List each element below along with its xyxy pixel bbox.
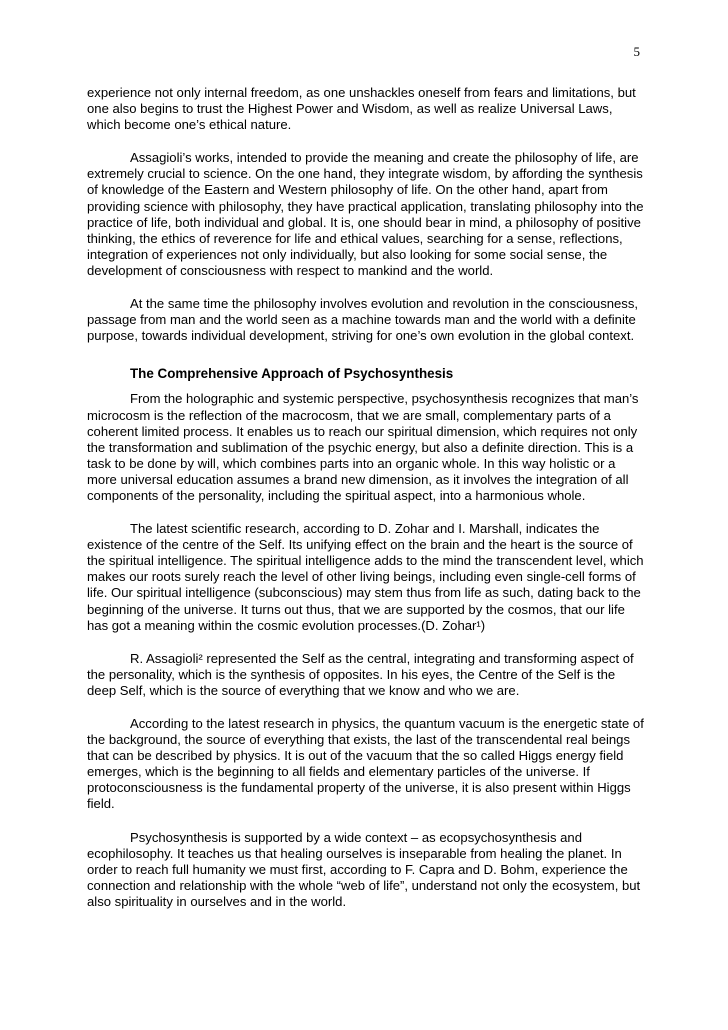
body-text	[87, 85, 647, 927]
paragraph: experience not only internal freedom, as one unshackles oneself from fears and limitations, but one also begins to trust the Highest Power and Wisdom, as well as realize Universal Laws, which become one’s ethical nature.	[87, 85, 636, 133]
section-heading: The Comprehensive Approach of Psychosynthesis	[130, 366, 454, 382]
paragraph: From the holographic and systemic perspective, psychosynthesis recognizes that man’s microcosm is the reflection of the macrocosm, that we are small, complementary parts of a coherent limited process. It enables us to reach our spiritual dimension, which requires not only the transformation and sublimation of the psychic energy, but also a definite direction. This is a task to be done by will, which combines parts into an organic whole. In this way holistic or a more universal education assumes a brand new dimension, as it involves the integration of all components of the personality, including the spiritual aspect, into a harmonious whole.	[87, 391, 639, 503]
paragraph: Psychosynthesis is supported by a wide context – as ecopsychosynthesis and ecophilosophy. It teaches us that healing ourselves is inseparable from healing the planet. In order to reach full humanity we must first, according to F. Capra and D. Bohm, experience the connection and relationship with the whole “web of life”, understand not only the ecosystem, but also spirituality in ourselves and in the world.	[87, 829, 641, 909]
paragraph: At the same time the philosophy involves evolution and revolution in the consciousness, passage from man and the world seen as a machine towards man and the world with a definite purpose, towards individual development, striving for one’s own evolution in the global context.	[87, 296, 639, 344]
paragraph: Assagioli’s works, intended to provide the meaning and create the philosophy of life, are extremely crucial to science. On the one hand, they integrate wisdom, by affording the synthesis of knowledge of the Eastern and Western philosophy of life. On the other hand, apart from providing science with philosophy, they have practical application, translating philosophy into the practice of life, both individual and global. It is, one should bear in mind, a philosophy of positive thinking, the ethics of reverence for life and ethical values, searching for a sense, reflections, integration of experiences not only individually, but also looking for some social sense, the development of consciousness with respect to mankind and the world.	[87, 150, 644, 278]
page-number: 5	[633, 44, 640, 59]
paragraph: The latest scientific research, according to D. Zohar and I. Marshall, indicates the existence of the centre of the Self. Its unifying effect on the brain and the heart is the source of the spiritual intelligence. The spiritual intelligence adds to the mind the transcendent level, which makes our roots surely reach the level of other living beings, including even single-cell forms of life. Our spiritual intelligence (subconscious) may stem thus from life as such, dating back to the beginning of the universe. It turns out thus, that we are supported by the cosmos, that our life has got a meaning within the cosmic evolution processes.(D. Zohar¹)	[87, 521, 644, 633]
paragraph: R. Assagioli² represented the Self as the central, integrating and transforming aspect of the personality, which is the synthesis of opposites. In his eyes, the Centre of the Self is the deep Self, which is the source of everything that we know and who we are.	[87, 650, 634, 698]
paragraph: According to the latest research in physics, the quantum vacuum is the energetic state of the background, the source of everything that exists, the last of the transcendental real beings that can be described by physics. It is out of the vacuum that the so called Higgs energy field emerges, which is the beginning to all fields and elementary particles of the universe. If protoconsciousness is the fundamental property of the universe, it is also present within Higgs field.	[87, 716, 644, 812]
